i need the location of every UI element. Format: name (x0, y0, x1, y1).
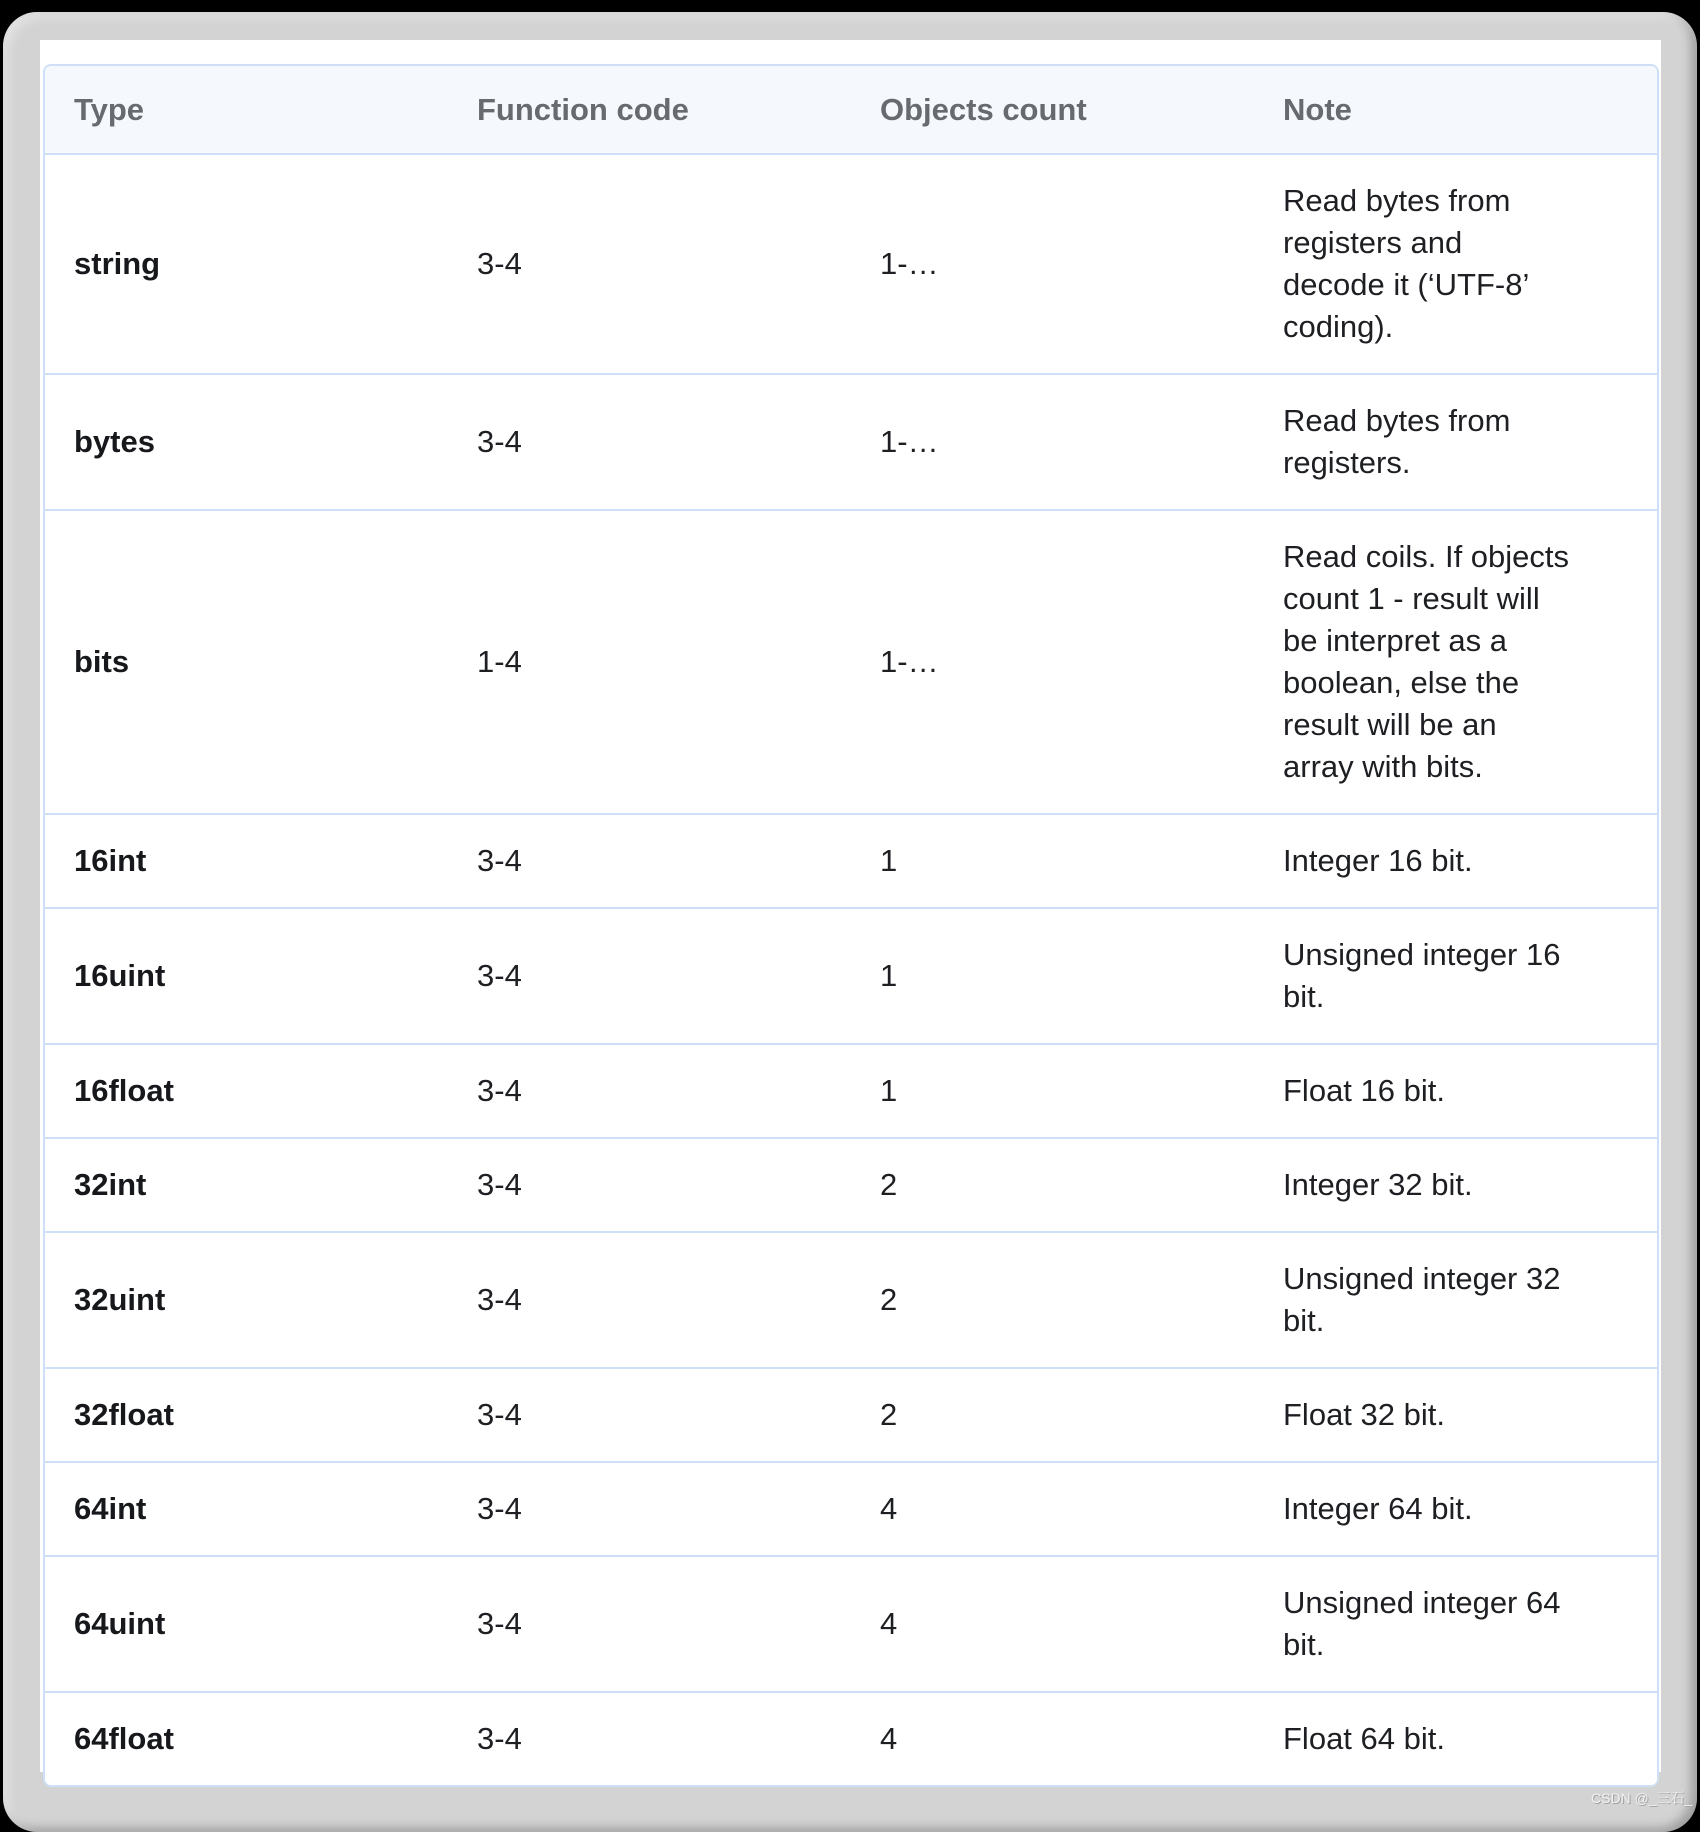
cell-note (1254, 908, 1657, 1044)
cell-objects-count: 2 (851, 1232, 1254, 1368)
note-line: Float 64 bit. (1283, 1721, 1445, 1756)
table-row (45, 1368, 1657, 1462)
cell-note (1254, 510, 1657, 814)
note-line: decode it (‘UTF-8’ (1283, 267, 1530, 302)
content-card (40, 40, 1661, 1772)
note-line: be interpret as a (1283, 623, 1508, 658)
table-row (45, 1556, 1657, 1692)
cell-type: string (45, 154, 448, 374)
note-line: registers. (1283, 445, 1411, 480)
header-objects-count: Objects count (851, 66, 1254, 154)
note-line: array with bits. (1283, 749, 1483, 784)
table-row (45, 510, 1657, 814)
note-line: Float 16 bit. (1283, 1073, 1445, 1108)
table-row (45, 1232, 1657, 1368)
cell-function-code: 3-4 (448, 1368, 851, 1462)
cell-objects-count: 1-… (851, 510, 1254, 814)
cell-objects-count: 1 (851, 1044, 1254, 1138)
note-line: bit. (1283, 1627, 1325, 1662)
note-line: Unsigned integer 16 (1283, 937, 1561, 972)
table-header (45, 66, 1657, 154)
note-line: Unsigned integer 32 (1283, 1261, 1561, 1296)
note-line: Read bytes from (1283, 403, 1511, 438)
table-row (45, 374, 1657, 510)
cell-note (1254, 1368, 1657, 1462)
note-line: Integer 64 bit. (1283, 1491, 1473, 1526)
header-function-code: Function code (448, 66, 851, 154)
cell-objects-count: 1-… (851, 154, 1254, 374)
note-line: result will be an (1283, 707, 1497, 742)
cell-function-code: 3-4 (477, 1721, 522, 1756)
note-line: Integer 16 bit. (1283, 843, 1473, 878)
note-line: registers and (1283, 225, 1463, 260)
cell-function-code: 3-4 (448, 814, 851, 908)
data-types-table (45, 66, 1657, 1785)
cell-type: 16float (45, 1044, 448, 1138)
cell-function-code: 3-4 (448, 1232, 851, 1368)
cell-function-code: 3-4 (448, 154, 851, 374)
cell-objects-count: 1 (851, 908, 1254, 1044)
cell-type: 64int (45, 1462, 448, 1556)
cell-note (1254, 374, 1657, 510)
header-row (45, 66, 1657, 154)
cell-note (1254, 154, 1657, 374)
cell-function-code: 1-4 (448, 510, 851, 814)
cell-objects-count: 4 (851, 1462, 1254, 1556)
table-row (45, 154, 1657, 374)
cell-function-code: 3-4 (448, 1044, 851, 1138)
note-line: count 1 - result will (1283, 581, 1540, 616)
cell-objects-count: 1 (851, 814, 1254, 908)
note-line: coding). (1283, 309, 1394, 344)
table-row (45, 1044, 1657, 1138)
cell-type: 32uint (45, 1232, 448, 1368)
cell-objects-count: 2 (851, 1138, 1254, 1232)
cell-type: 16int (45, 814, 448, 908)
cell-note (1254, 1138, 1657, 1232)
cell-type: bytes (45, 374, 448, 510)
note-line: Read coils. If objects (1283, 539, 1570, 574)
cell-type: 64float (74, 1721, 174, 1756)
cell-note (1254, 814, 1657, 908)
note-line: Float 32 bit. (1283, 1397, 1445, 1432)
note-line: boolean, else the (1283, 665, 1520, 700)
note-line: bit. (1283, 1303, 1325, 1338)
cell-type: 32int (45, 1138, 448, 1232)
note-line: bit. (1283, 979, 1325, 1014)
table-row (45, 814, 1657, 908)
table-row (45, 908, 1657, 1044)
data-types-table-container (43, 64, 1659, 1787)
cell-objects-count: 4 (880, 1721, 898, 1756)
cell-function-code: 3-4 (448, 908, 851, 1044)
cell-objects-count: 4 (851, 1556, 1254, 1692)
table-row (45, 1138, 1657, 1232)
note-line: Integer 32 bit. (1283, 1167, 1473, 1202)
cell-note (1254, 1556, 1657, 1692)
watermark: CSDN @_三石_ (1591, 1790, 1693, 1806)
header-note: Note (1254, 66, 1657, 154)
note-line: Read bytes from (1283, 183, 1511, 218)
cell-note (1254, 1044, 1657, 1138)
table-body (45, 154, 1657, 1785)
cell-function-code: 3-4 (448, 1462, 851, 1556)
cell-function-code: 3-4 (448, 1556, 851, 1692)
note-line: Unsigned integer 64 (1283, 1585, 1561, 1620)
table-row (45, 1462, 1657, 1556)
cell-type: 64uint (45, 1556, 448, 1692)
cell-note (1254, 1692, 1657, 1785)
cell-objects-count: 2 (851, 1368, 1254, 1462)
cell-function-code: 3-4 (448, 374, 851, 510)
cell-type: 16uint (45, 908, 448, 1044)
cell-type: 32float (45, 1368, 448, 1462)
table-row (45, 1692, 1657, 1785)
cell-note (1254, 1232, 1657, 1368)
cell-function-code: 3-4 (448, 1138, 851, 1232)
cell-note (1254, 1462, 1657, 1556)
cell-objects-count: 1-… (851, 374, 1254, 510)
header-type: Type (45, 66, 448, 154)
cell-type: bits (45, 510, 448, 814)
